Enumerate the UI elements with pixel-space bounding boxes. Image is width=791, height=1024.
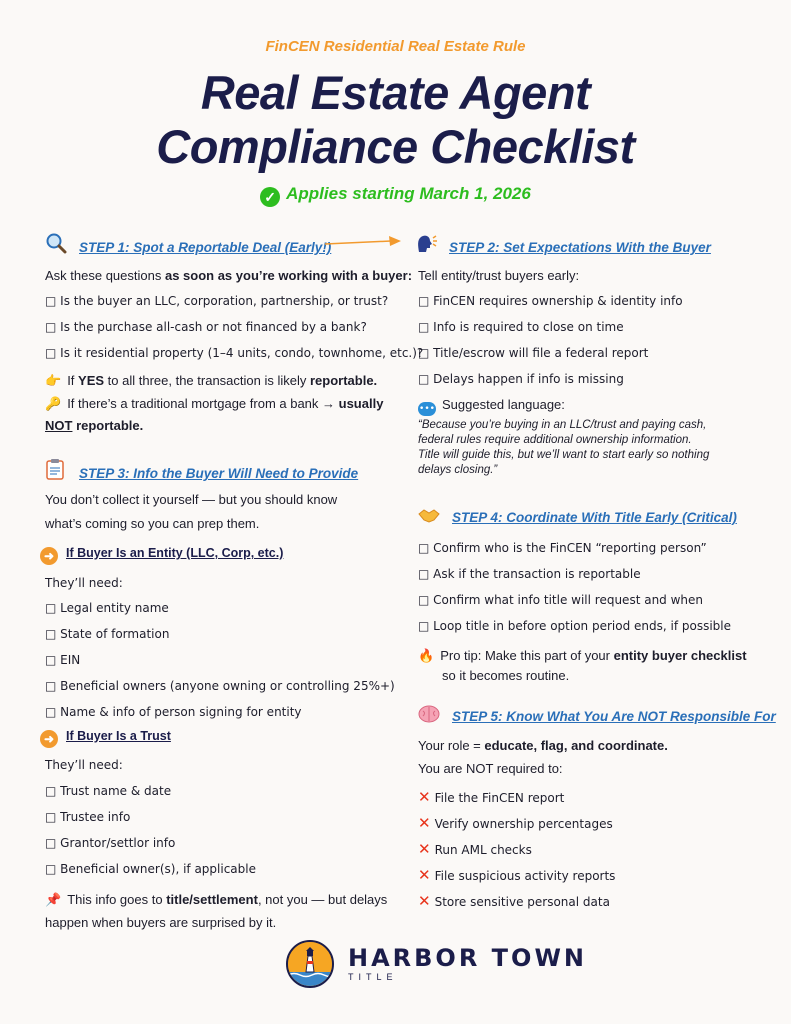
- speech-bubble-icon: •••: [419, 404, 435, 414]
- not-responsible-item: [418, 788, 564, 806]
- yes-b: YES: [78, 373, 105, 388]
- step5-heading: [418, 705, 776, 728]
- role-b: educate, flag, and coordinate.: [484, 738, 668, 753]
- checkmark-icon: ✓: [260, 187, 280, 207]
- step2-title: STEP 2: Set Expectations With the Buyer: [449, 240, 711, 255]
- checklist-item: □ Trustee info: [45, 810, 131, 824]
- trust-need: They’ll need:: [45, 758, 123, 772]
- role-line: [418, 738, 668, 754]
- arrow-circle-icon: ➜: [40, 730, 58, 748]
- not-responsible-text: Run AML checks: [434, 843, 532, 857]
- cross-icon: ✕: [418, 866, 431, 884]
- entity-title: If Buyer Is an Entity (LLC, Corp, etc.): [66, 546, 284, 560]
- quote-line: delays closing.”: [418, 464, 498, 476]
- checklist-item: □ Loop title in before option period ends, if possible: [418, 619, 731, 633]
- checklist-item: □ Beneficial owners (anyone owning or controlling 25%+): [45, 679, 395, 693]
- step2-intro: Tell entity/trust buyers early:: [418, 268, 580, 283]
- yes-d: reportable.: [309, 373, 378, 388]
- handshake-icon: [418, 506, 442, 529]
- mort-b: usually: [338, 396, 384, 411]
- step2-heading: [415, 232, 711, 259]
- step3-title: STEP 3: Info the Buyer Will Need to Provide: [79, 466, 359, 481]
- mort-c: NOT: [45, 418, 73, 433]
- tip-a: Pro tip: Make this part of your: [440, 648, 614, 663]
- not-responsible-item: [418, 866, 615, 884]
- document-supertitle: FinCEN Residential Real Estate Rule: [265, 38, 526, 55]
- checklist-item: □ Beneficial owner(s), if applicable: [45, 862, 256, 876]
- fire-icon: 🔥: [418, 649, 435, 664]
- not-responsible-text: File suspicious activity reports: [434, 869, 616, 883]
- pro-tip: [418, 646, 747, 685]
- trust-title: If Buyer Is a Trust: [66, 729, 171, 743]
- checklist-item: □ Legal entity name: [45, 601, 169, 615]
- step3-intro-line: You don’t collect it yourself — but you should know: [45, 492, 338, 507]
- checklist-item: □ Title/escrow will file a federal report: [418, 346, 649, 360]
- company-sub: TITLE: [348, 972, 398, 982]
- not-responsible-item: [418, 892, 610, 910]
- trust-subheading: [40, 729, 171, 748]
- brain-icon: [418, 705, 442, 728]
- pushpin-icon: 📌: [45, 893, 62, 908]
- checklist-item: □ Ask if the transaction is reportable: [418, 567, 641, 581]
- checklist-item: □ Name & info of person signing for entity: [45, 705, 302, 719]
- step5-title: STEP 5: Know What You Are NOT Responsible For: [452, 709, 776, 724]
- cross-icon: ✕: [418, 840, 431, 858]
- company-name: HARBOR TOWN: [348, 944, 588, 972]
- note-a: This info goes to: [67, 892, 167, 907]
- not-responsible-text: Verify ownership percentages: [434, 817, 613, 831]
- title-line-2: Compliance Checklist: [156, 120, 635, 173]
- yes-a: If: [67, 373, 79, 388]
- checklist-item: □ Delays happen if info is missing: [418, 372, 624, 386]
- checklist-item: □ Grantor/settlor info: [45, 836, 176, 850]
- checklist-item: □ Is the buyer an LLC, corporation, partnership, or trust?: [45, 294, 389, 308]
- lighthouse-logo-icon: [286, 940, 334, 988]
- yes-c: to all three, the transaction is likely: [104, 373, 310, 388]
- step3-note: [45, 889, 387, 934]
- tip-c: so it becomes routine.: [442, 668, 570, 683]
- magnifier-icon: [45, 232, 69, 259]
- note-b: title/settlement: [166, 892, 258, 907]
- checklist-item: □ Is it residential property (1–4 units, condo, townhome, etc.)?: [45, 346, 424, 360]
- cross-icon: ✕: [418, 788, 431, 806]
- cross-icon: ✕: [418, 892, 431, 910]
- checklist-item: □ Confirm what info title will request and when: [418, 593, 704, 607]
- checklist-item: □ Is the purchase all-cash or not financed by a bank?: [45, 320, 367, 334]
- not-required-line: You are NOT required to:: [418, 761, 563, 776]
- step1-intro-a: Ask these questions: [45, 268, 165, 283]
- step4-title: STEP 4: Coordinate With Title Early (Critical): [452, 510, 737, 525]
- arrow-right-icon: [323, 235, 403, 251]
- checklist-item: □ EIN: [45, 653, 81, 667]
- quote-line: federal rules require additional ownership information.: [418, 434, 692, 446]
- note-c: , not you — but delays: [257, 892, 388, 907]
- checklist-item: □ Confirm who is the FinCEN “reporting person”: [418, 541, 707, 555]
- not-responsible-text: Store sensitive personal data: [434, 895, 610, 909]
- step3-heading: [45, 458, 358, 485]
- step4-heading: [418, 506, 737, 529]
- pointing-hand-icon: 👉: [45, 374, 62, 389]
- suggested-language-label: [418, 397, 565, 416]
- quote-line: “Because you’re buying in an LLC/trust and paying cash,: [418, 419, 707, 431]
- cross-icon: ✕: [418, 814, 431, 832]
- step1-mortgage-note: [45, 396, 383, 413]
- arrow-circle-icon: ➜: [40, 547, 58, 565]
- effective-date: [0, 184, 791, 207]
- suggested-quote: [418, 418, 709, 478]
- mort-a: If there’s a traditional mortgage from a bank →: [67, 396, 339, 411]
- checklist-item: □ State of formation: [45, 627, 170, 641]
- checklist-item: □ Trust name & date: [45, 784, 172, 798]
- role-a: Your role =: [418, 738, 485, 753]
- effective-date-text: Applies starting March 1, 2026: [286, 184, 531, 203]
- step1-title: STEP 1: Spot a Reportable Deal (Early!): [79, 240, 332, 255]
- not-responsible-text: File the FinCEN report: [434, 791, 565, 805]
- key-icon: 🔑: [45, 397, 62, 412]
- speaking-head-icon: [415, 232, 439, 259]
- step1-mortgage-note-2: [45, 418, 143, 434]
- mort-d: reportable.: [72, 418, 144, 433]
- not-responsible-item: [418, 840, 532, 858]
- step3-intro: [45, 488, 337, 536]
- company-logo-text: [348, 944, 587, 982]
- step1-intro-b: as soon as you’re working with a buyer:: [164, 268, 413, 283]
- document-title: [0, 66, 791, 174]
- clipboard-icon: [45, 458, 69, 485]
- step3-intro-line: what’s coming so you can prep them.: [45, 516, 260, 531]
- checklist-item: □ Info is required to close on time: [418, 320, 624, 334]
- entity-subheading: [40, 546, 283, 565]
- suggested-text: Suggested language:: [442, 397, 565, 412]
- title-line-1: Real Estate Agent: [200, 66, 591, 119]
- checklist-item: □ FinCEN requires ownership & identity info: [418, 294, 683, 308]
- step1-yes-note: [45, 373, 377, 390]
- quote-line: Title will guide this, but we’ll want to start early so nothing: [418, 449, 710, 461]
- entity-need: They’ll need:: [45, 576, 123, 590]
- note-d: happen when buyers are surprised by it.: [45, 915, 277, 930]
- step1-heading: [45, 232, 331, 259]
- step1-intro: [45, 268, 412, 284]
- not-responsible-item: [418, 814, 613, 832]
- tip-b: entity buyer checklist: [613, 648, 747, 663]
